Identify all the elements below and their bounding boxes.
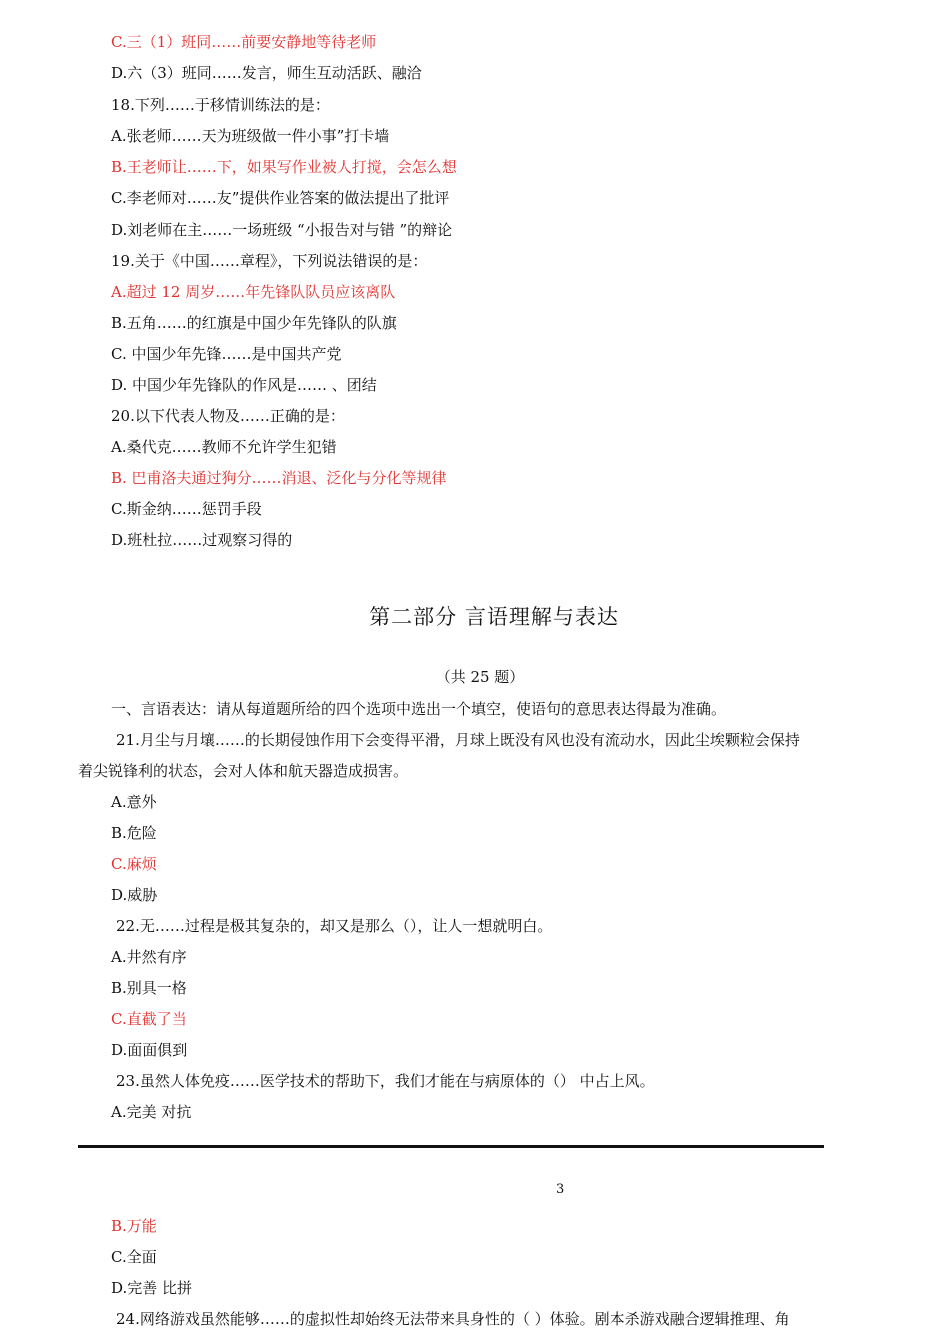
option-18c: C.李老师对……友”提供作业答案的做法提出了批评 <box>111 189 450 207</box>
question-19-stem: 19.关于《中国……章程》，下列说法错误的是： <box>111 252 428 270</box>
option-19c: C. 中国少年先锋……是中国共产党 <box>111 345 342 363</box>
section-title: 第二部分 言语理解与表达 <box>369 605 619 629</box>
option-21d: D.威胁 <box>111 886 158 904</box>
option-19d: D. 中国少年先锋队的作风是…… 、团结 <box>111 376 377 394</box>
option-23c: C.全面 <box>111 1248 157 1266</box>
page-number: 3 <box>556 1182 565 1197</box>
option-21c: C.麻烦 <box>111 855 157 873</box>
question-21-stem-line2: 着尖锐锋利的状态，会对人体和航天器造成损害。 <box>78 762 409 780</box>
option-18b: B.王老师让……下，如果写作业被人打搅，会怎么想 <box>111 158 457 176</box>
option-17d: D.六（3）班同……发言，师生互动活跃、融洽 <box>111 64 422 82</box>
option-20c: C.斯金纳……惩罚手段 <box>111 500 262 518</box>
option-23b: B.万能 <box>111 1217 157 1235</box>
question-21-stem-line1: 21.月尘与月壤……的长期侵蚀作用下会变得平滑，月球上既没有风也没有流动水，因此尘埃颗粒会保持 <box>116 731 800 749</box>
option-18d: D.刘老师在主……一场班级 “小报告对与错 ”的辩论 <box>111 221 453 239</box>
option-19b: B.五角……的红旗是中国少年先锋队的队旗 <box>111 314 397 332</box>
option-21a: A.意外 <box>111 793 157 811</box>
option-22d: D.面面俱到 <box>111 1041 188 1059</box>
option-20d: D.班杜拉……过观察习得的 <box>111 531 293 549</box>
option-20b: B. 巴甫洛夫通过狗分……消退、泛化与分化等规律 <box>111 469 447 487</box>
section-instruction: 一、言语表达：请从每道题所给的四个选项中选出一个填空，使语句的意思表达得最为准确。 <box>111 700 727 718</box>
option-23a: A.完美 对抗 <box>111 1103 192 1121</box>
option-22c: C.直截了当 <box>111 1010 187 1028</box>
question-24-stem: 24.网络游戏虽然能够……的虚拟性却始终无法带来具身性的（ ）体验。剧本杀游戏融合逻辑推理、角 <box>116 1310 790 1328</box>
question-20-stem: 20.以下代表人物及……正确的是： <box>111 407 345 425</box>
option-18a: A.张老师……天为班级做一件小事”打卡墙 <box>111 127 390 145</box>
option-17c: C.三（1）班同……前要安静地等待老师 <box>111 33 377 51</box>
question-23-stem: 23.虽然人体免疫……医学技术的帮助下，我们才能在与病原体的（） 中占上风。 <box>116 1072 655 1090</box>
option-22b: B.别具一格 <box>111 979 187 997</box>
section-subtitle: （共 25 题） <box>435 668 525 686</box>
question-18-stem: 18.下列……于移情训练法的是： <box>111 96 330 114</box>
option-20a: A.桑代克……教师不允许学生犯错 <box>111 438 337 456</box>
option-19a: A.超过 12 周岁……年先锋队队员应该离队 <box>111 283 396 301</box>
page-divider <box>78 1145 824 1148</box>
option-21b: B.危险 <box>111 824 157 842</box>
option-23d: D.完善 比拼 <box>111 1279 193 1297</box>
question-22-stem: 22.无……过程是极其复杂的，却又是那么（），让人一想就明白。 <box>116 917 553 935</box>
option-22a: A.井然有序 <box>111 948 187 966</box>
